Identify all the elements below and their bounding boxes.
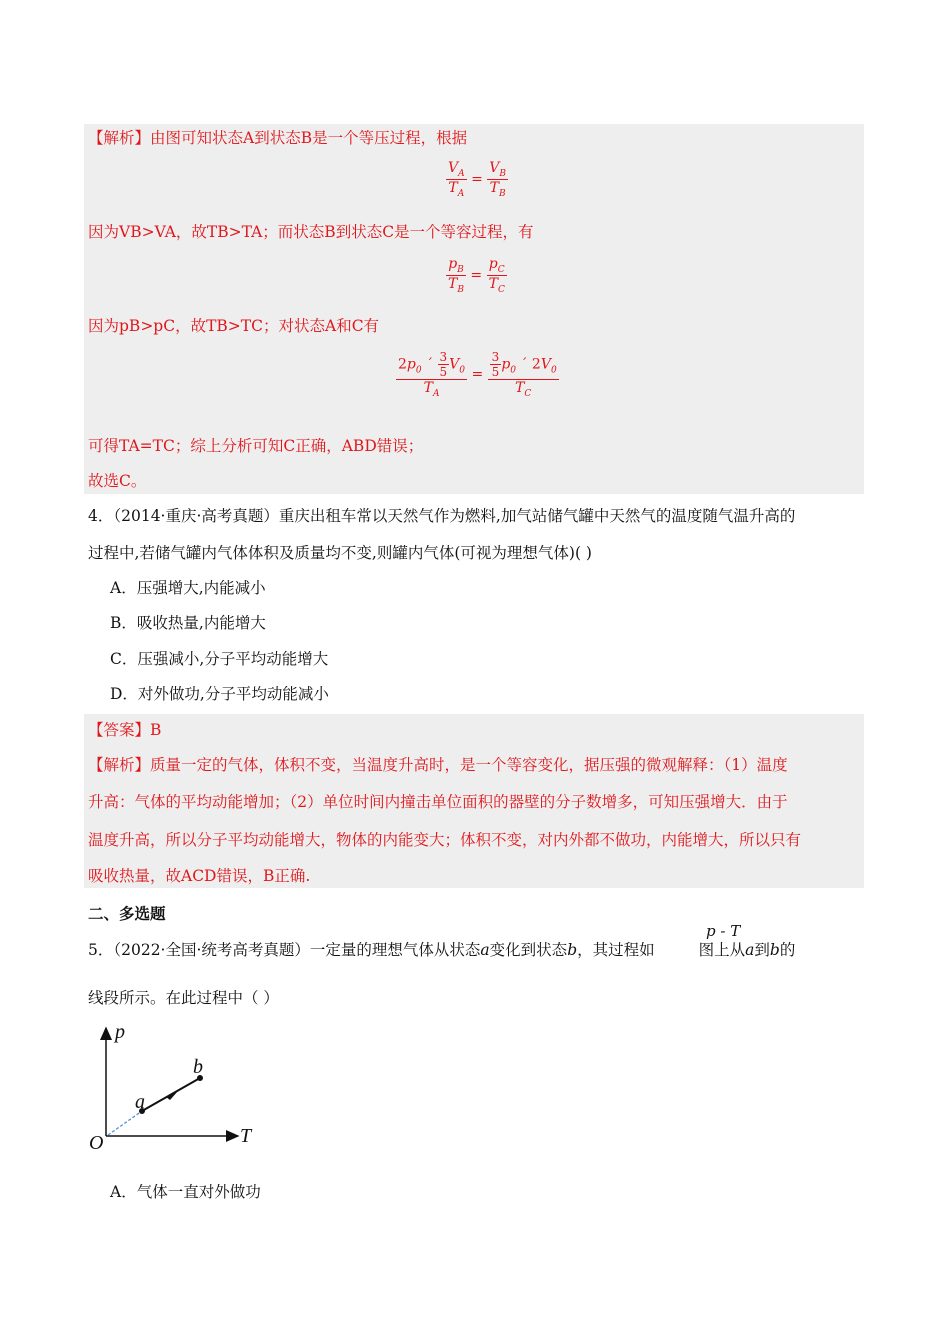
q4-analysis-line1: 【解析】质量一定的气体，体积不变，当温度升高时，是一个等容变化，据压强的微观解释：（1）温度 (88, 756, 788, 774)
question-4-line2: 过程中,若储气罐内气体体积及质量均不变,则罐内气体(可视为理想气体)( ) (88, 544, 592, 562)
pt-graph (86, 1018, 266, 1158)
pt-label: p - T (706, 922, 741, 940)
origin-label: O (89, 1132, 104, 1154)
analysis-tag: 【解析】 (88, 129, 151, 147)
extension-dashed-line (108, 1111, 142, 1135)
q4-option-c: C．压强减小,分子平均动能增大 (110, 650, 329, 668)
point-a-label: a (135, 1091, 145, 1113)
analysis-1-line2: 因为VB>VA，故TB>TA；而状态B到状态C是一个等容过程，有 (88, 223, 534, 241)
analysis-1-line4: 可得TA=TC；综上分析可知C正确，ABD错误； (88, 437, 424, 455)
analysis-1-line5: 故选C。 (88, 472, 147, 490)
q4-answer: 【答案】B (88, 721, 162, 739)
q4-analysis-line3: 温度升高，所以分子平均动能增大，物体的内能变大；体积不变，对内外都不做功，内能增大，所以只有 (88, 831, 802, 849)
q5-option-a: A．气体一直对外做功 (110, 1183, 261, 1201)
equation-state-ac: $2p_0$ ´ $\frac{3}{5}$ $V_0$ $T_A$ = $\frac{3}{5}$ $p_0$ ´ $2V_0$ $T_C$ (398, 350, 557, 399)
section-heading: 二、多选题 (88, 904, 166, 923)
point-b-label: b (193, 1056, 203, 1078)
q4-option-a: A．压强增大,内能减小 (110, 579, 266, 597)
analysis-1-line3: 因为pB>pC，故TB>TC；对状态A和C有 (88, 317, 380, 335)
equation-va-ta: $\frac{V_A}{T_A}$ = $\frac{V_B}{T_B}$ (448, 160, 507, 199)
equation-pb-tb: $\frac{p_B}{T_B}$ = $\frac{p_C}{T_C}$ (448, 256, 505, 295)
q4-option-b: B．吸收热量,内能增大 (110, 614, 266, 632)
question-4-line1: 4．（2014·重庆·高考真题）重庆出租车常以天然气作为燃料,加气站储气罐中天然气的温度随气温升高的 (88, 507, 796, 525)
t-axis-label: T (240, 1125, 252, 1147)
q4-analysis-line4: 吸收热量，故ACD错误，B正确. (88, 867, 311, 885)
p-axis-label: p (115, 1021, 125, 1043)
q4-option-d: D．对外做功,分子平均动能减小 (110, 685, 329, 703)
analysis-1-intro: 【解析】由图可知状态A到状态B是一个等压过程，根据 (88, 129, 468, 147)
q4-analysis-line2: 升高：气体的平均动能增加；（2）单位时间内撞击单位面积的器壁的分子数增多，可知压强增大．由于 (88, 793, 788, 811)
question-5-line2: 线段所示。在此过程中（ ） (88, 989, 279, 1007)
question-5-line1: 5．（2022·全国·统考高考真题）一定量的理想气体从状态a变化到状态b，其过程如 图上从a到b的 (88, 941, 796, 959)
